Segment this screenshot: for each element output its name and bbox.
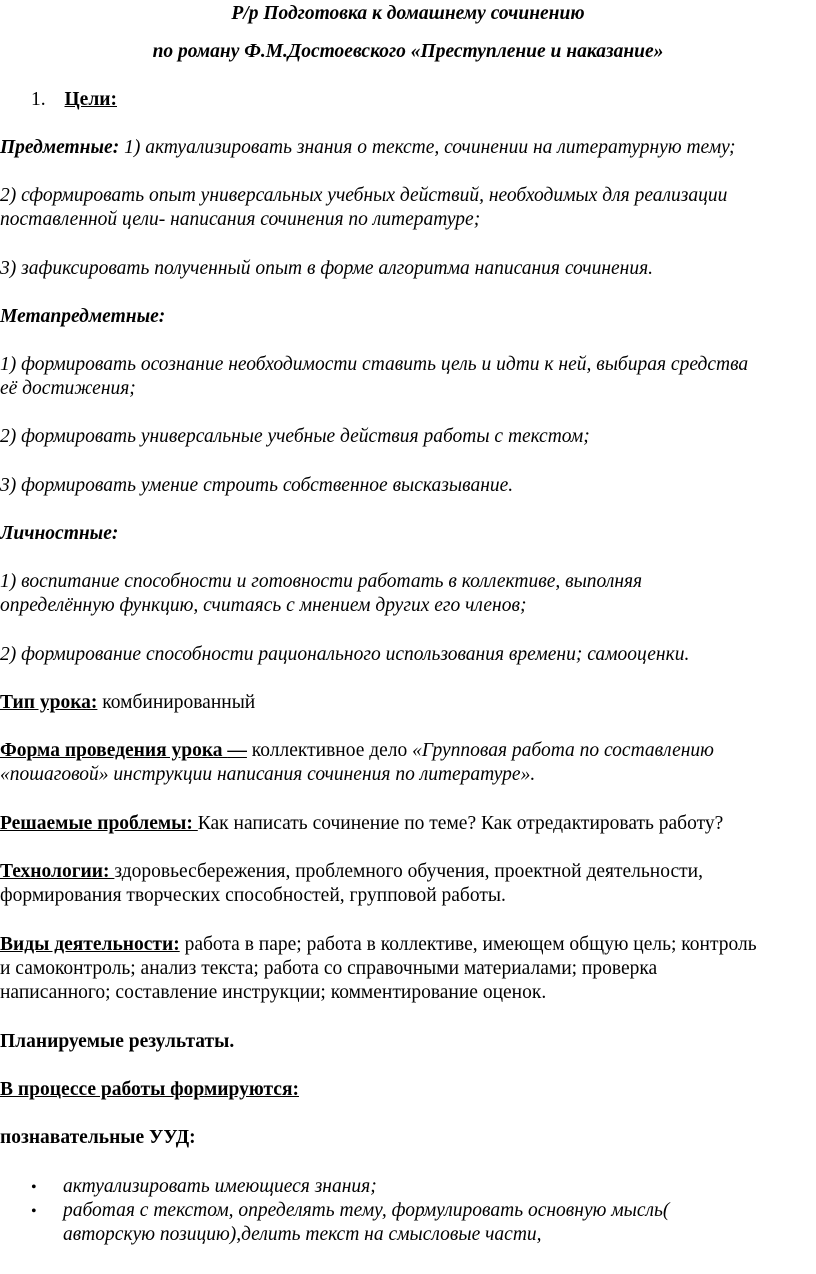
process-heading: В процессе работы формируются: xyxy=(0,1079,299,1100)
subject-item-3: 3) зафиксировать полученный опыт в форме алгоритма написания сочинения. xyxy=(0,258,654,279)
personal-item-1-line-1: 1) воспитание способности и готовности работать в коллективе, выполняя xyxy=(0,571,643,592)
meta-label: Метапредметные: xyxy=(0,306,166,327)
title-line-2: по роману Ф.М.Достоевского «Преступление и наказание» xyxy=(152,41,664,62)
meta-item-1-line-2: её достижения; xyxy=(0,378,136,399)
goals-number: 1. xyxy=(31,89,46,110)
activities-label: Виды деятельности: xyxy=(0,934,180,955)
subject-label: Предметные: xyxy=(0,137,120,158)
cognitive-heading: познавательные УУД: xyxy=(0,1127,196,1148)
meta-item-2: 2) формировать универсальные учебные действия работы с текстом; xyxy=(0,426,590,447)
bullet-2-line-1: работая с текстом, определять тему, формулировать основную мысль( xyxy=(63,1200,670,1221)
activities-line-3: написанного; составление инструкции; комментирование оценок. xyxy=(0,982,547,1003)
bullet-1-marker: • xyxy=(31,1179,37,1196)
lesson-form-line-2: «пошаговой» инструкции написания сочинения по литературе». xyxy=(0,764,536,785)
meta-item-1-line-1: 1) формировать осознание необходимости ставить цель и идти к ней, выбирая средства xyxy=(0,354,749,375)
lesson-form-label: Форма проведения урока xyxy=(0,740,228,761)
lesson-type-value: комбинированный xyxy=(97,692,256,713)
lesson-type-label: Тип урока: xyxy=(0,692,98,713)
activities-line-1: Виды деятельности: работа в паре; работа в коллективе, имеющем общую цель; контроль xyxy=(0,934,757,955)
technologies-line-1: Технологии: здоровьесбережения, проблемного обучения, проектной деятельности, xyxy=(0,861,703,882)
problems-value: Как написать сочинение по теме? Как отредактировать работу? xyxy=(197,813,724,834)
meta-item-3: 3) формировать умение строить собственное высказывание. xyxy=(0,475,514,496)
bullet-2-marker: • xyxy=(31,1203,37,1220)
subject-item-2-line-1: 2) сформировать опыт универсальных учебных действий, необходимых для реализации xyxy=(0,185,728,206)
problems xyxy=(0,812,723,836)
subject-item-2-line-2: поставленной цели- написания сочинения по литературе; xyxy=(0,209,481,230)
technologies-label: Технологии: xyxy=(0,861,115,882)
goals-heading xyxy=(31,88,117,112)
title-line-1: Р/р Подготовка к домашнему сочинению xyxy=(231,3,585,24)
personal-label: Личностные: xyxy=(0,523,119,544)
bullet-2-line-2: авторскую позицию),делить текст на смысловые части, xyxy=(63,1224,542,1245)
bullet-1-text: актуализировать имеющиеся знания; xyxy=(63,1176,377,1197)
technologies-line-2: формирования творческих способностей, групповой работы. xyxy=(0,885,506,906)
activities-line-2: и самоконтроль; анализ текста; работа со справочными материалами; проверка xyxy=(0,958,658,979)
lesson-form-line-1: Форма проведения урока — коллективное дело «Групповая работа по составлению xyxy=(0,740,714,761)
results-heading: Планируемые результаты. xyxy=(0,1031,235,1052)
personal-item-1-line-2: определённую функцию, считаясь с мнением других его членов; xyxy=(0,595,527,616)
subject-item-1: Предметные: 1) актуализировать знания о тексте, сочинении на литературную тему; xyxy=(0,137,736,158)
problems-label: Решаемые проблемы: xyxy=(0,813,198,834)
lesson-type xyxy=(0,691,255,715)
personal-item-2: 2) формирование способности рационального использования времени; самооценки. xyxy=(0,644,690,665)
goals-label: Цели: xyxy=(64,89,117,110)
